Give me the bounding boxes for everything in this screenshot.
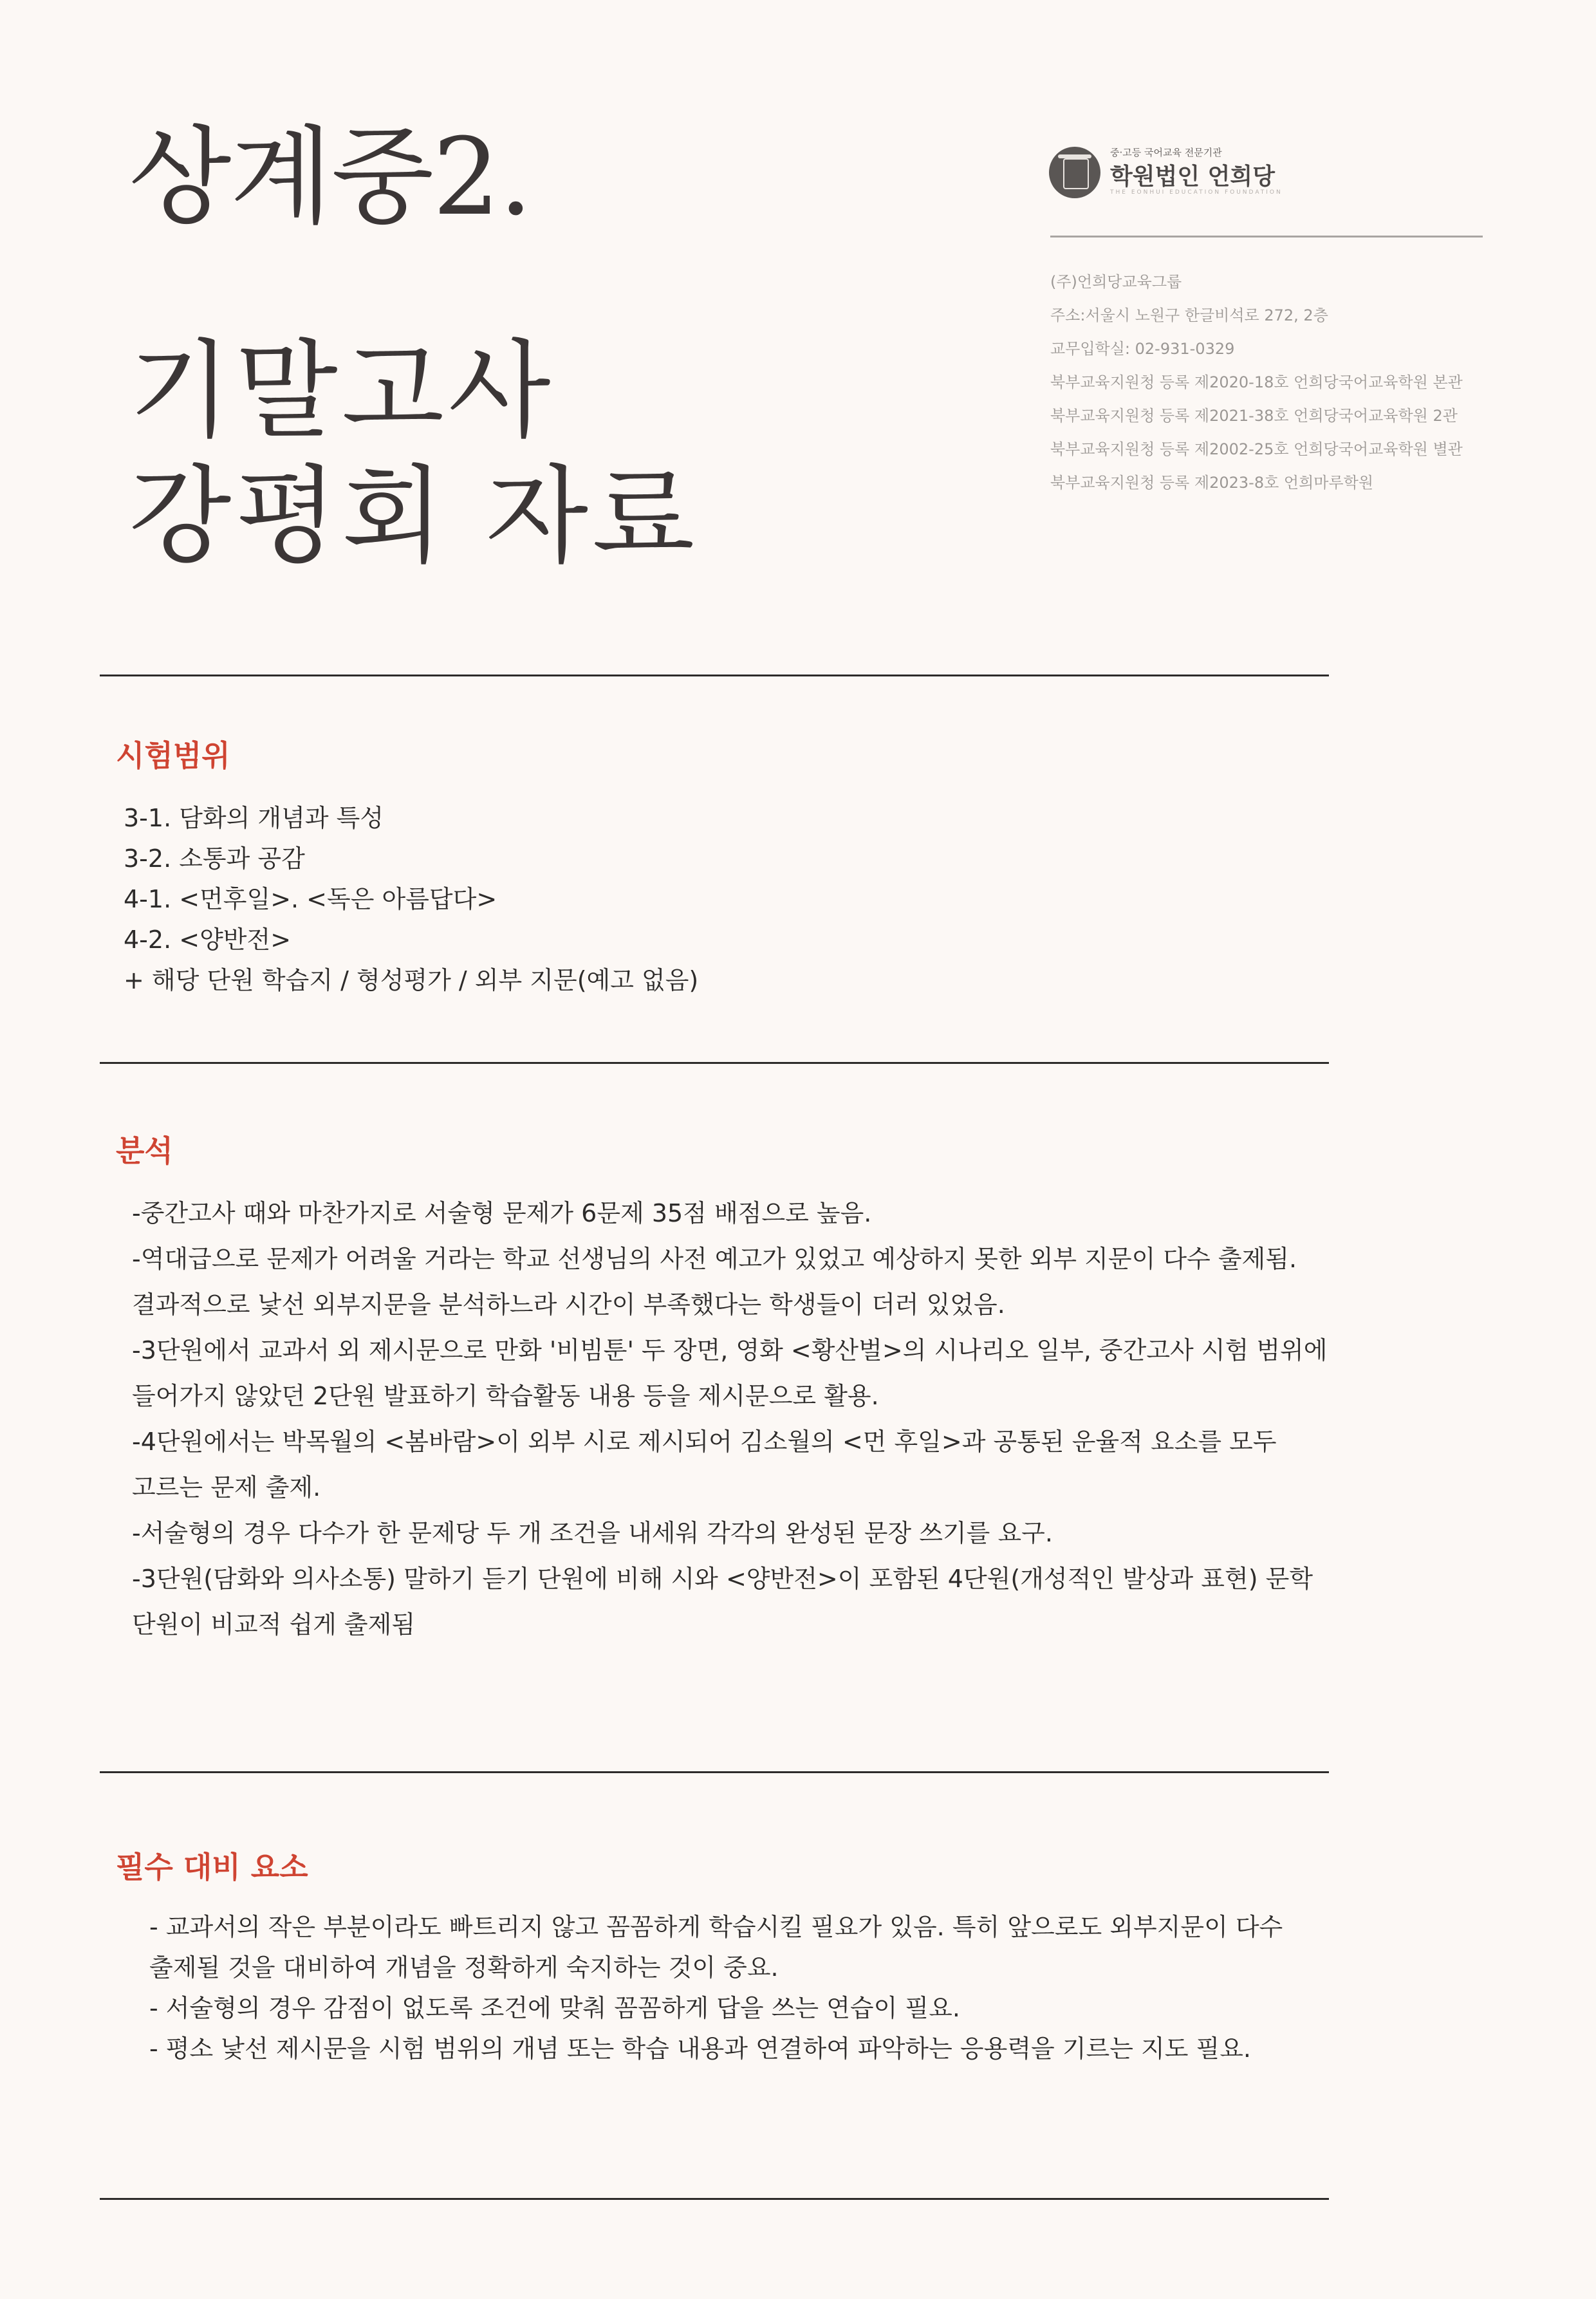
list-item: + 해당 단원 학습지 / 형성평가 / 외부 지문(예고 없음) bbox=[124, 966, 699, 994]
company-info-line: (주)언희당교육그룹 bbox=[1050, 273, 1182, 291]
company-info-line: 북부교육지원청 등록 제2023-8호 언희마루학원 bbox=[1050, 474, 1374, 492]
paragraph-line: -4단원에서는 박목월의 <봄바람>이 외부 시로 제시되어 김소월의 <먼 후일>과 공통된 운율적 요소를 모두 bbox=[132, 1428, 1277, 1456]
paragraph-line: 고르는 문제 출제. bbox=[132, 1473, 321, 1502]
paragraph-line: 결과적으로 낯선 외부지문을 분석하느라 시간이 부족했다는 학생들이 더러 있었음. bbox=[132, 1290, 1005, 1319]
paragraph-line: - 평소 낯선 제시문을 시험 범위의 개념 또는 학습 내용과 연결하여 파악하는 응용력을 기르는 지도 필요. bbox=[149, 2034, 1252, 2063]
company-info-line: 북부교육지원청 등록 제2020-18호 언희당국어교육학원 본관 bbox=[1050, 373, 1463, 391]
section-heading-analysis: 분석 bbox=[116, 1133, 173, 1168]
section-divider bbox=[100, 2198, 1329, 2200]
section-divider bbox=[100, 675, 1329, 676]
logo-english-name: THE EONHUI EDUCATION FOUNDATION bbox=[1110, 189, 1283, 196]
list-item: 3-1. 담화의 개념과 특성 bbox=[124, 804, 384, 832]
paragraph-line: -중간고사 때와 마찬가지로 서술형 문제가 6문제 35점 배점으로 높음. bbox=[132, 1199, 872, 1227]
logo-name: 학원법인 언희당 bbox=[1110, 163, 1275, 190]
section-heading-prep: 필수 대비 요소 bbox=[116, 1850, 308, 1885]
prep-text bbox=[149, 1907, 1283, 2069]
section-divider bbox=[100, 1062, 1329, 1064]
document-title-school: 상계중2. bbox=[129, 115, 532, 239]
company-info bbox=[1050, 265, 1463, 499]
company-info-line: 주소:서울시 노원구 한글비석로 272, 2층 bbox=[1050, 306, 1328, 324]
paragraph-line: 출제될 것을 대비하여 개념을 정확하게 숙지하는 것이 중요. bbox=[149, 1953, 779, 1982]
academy-logo bbox=[1049, 143, 1319, 201]
paragraph-line: -역대급으로 문제가 어려울 거라는 학교 선생님의 사전 예고가 있었고 예상하지 못한 외부 지문이 다수 출제됨. bbox=[132, 1245, 1297, 1273]
paragraph-line: 단원이 비교적 쉽게 출제됨 bbox=[132, 1610, 416, 1639]
analysis-text bbox=[132, 1191, 1327, 1648]
document-title-line: 강평회 자료 bbox=[129, 454, 699, 578]
list-item: 4-2. <양반전> bbox=[124, 926, 292, 954]
company-info-line: 교무입학실: 02-931-0329 bbox=[1050, 340, 1235, 358]
section-heading-range: 시험범위 bbox=[116, 738, 230, 773]
document-title-line: 기말고사 bbox=[129, 329, 555, 452]
exam-range-list bbox=[124, 798, 698, 1001]
company-info-line: 북부교육지원청 등록 제2002-25호 언희당국어교육학원 별관 bbox=[1050, 440, 1463, 458]
list-item: 3-2. 소통과 공감 bbox=[124, 844, 305, 873]
academy-seal-icon bbox=[1049, 147, 1100, 198]
paragraph-line: - 서술형의 경우 감점이 없도록 조건에 맞춰 꼼꼼하게 답을 쓰는 연습이 필요. bbox=[149, 1994, 960, 2022]
paragraph-line: -서술형의 경우 다수가 한 문제당 두 개 조건을 내세워 각각의 완성된 문장 쓰기를 요구. bbox=[132, 1519, 1053, 1547]
list-item: 4-1. <먼후일>. <독은 아름답다> bbox=[124, 885, 497, 913]
company-info-line: 북부교육지원청 등록 제2021-38호 언희당국어교육학원 2관 bbox=[1050, 407, 1458, 425]
paragraph-line: -3단원에서 교과서 외 제시문으로 만화 '비빔툰' 두 장면, 영화 <황산벌>의 시나리오 일부, 중간고사 시험 범위에 bbox=[132, 1336, 1328, 1364]
paragraph-line: - 교과서의 작은 부분이라도 빠트리지 않고 꼼꼼하게 학습시킬 필요가 있음. 특히 앞으로도 외부지문이 다수 bbox=[149, 1913, 1283, 1941]
logo-tagline: 중·고등 국어교육 전문기관 bbox=[1110, 147, 1222, 158]
section-divider bbox=[100, 1771, 1329, 1773]
paragraph-line: 들어가지 않았던 2단원 발표하기 학습활동 내용 등을 제시문으로 활용. bbox=[132, 1382, 879, 1410]
header-divider bbox=[1050, 236, 1483, 237]
paragraph-line: -3단원(담화와 의사소통) 말하기 듣기 단원에 비해 시와 <양반전>이 포함된 4단원(개성적인 발상과 표현) 문학 bbox=[132, 1565, 1313, 1593]
document-title bbox=[129, 328, 698, 579]
